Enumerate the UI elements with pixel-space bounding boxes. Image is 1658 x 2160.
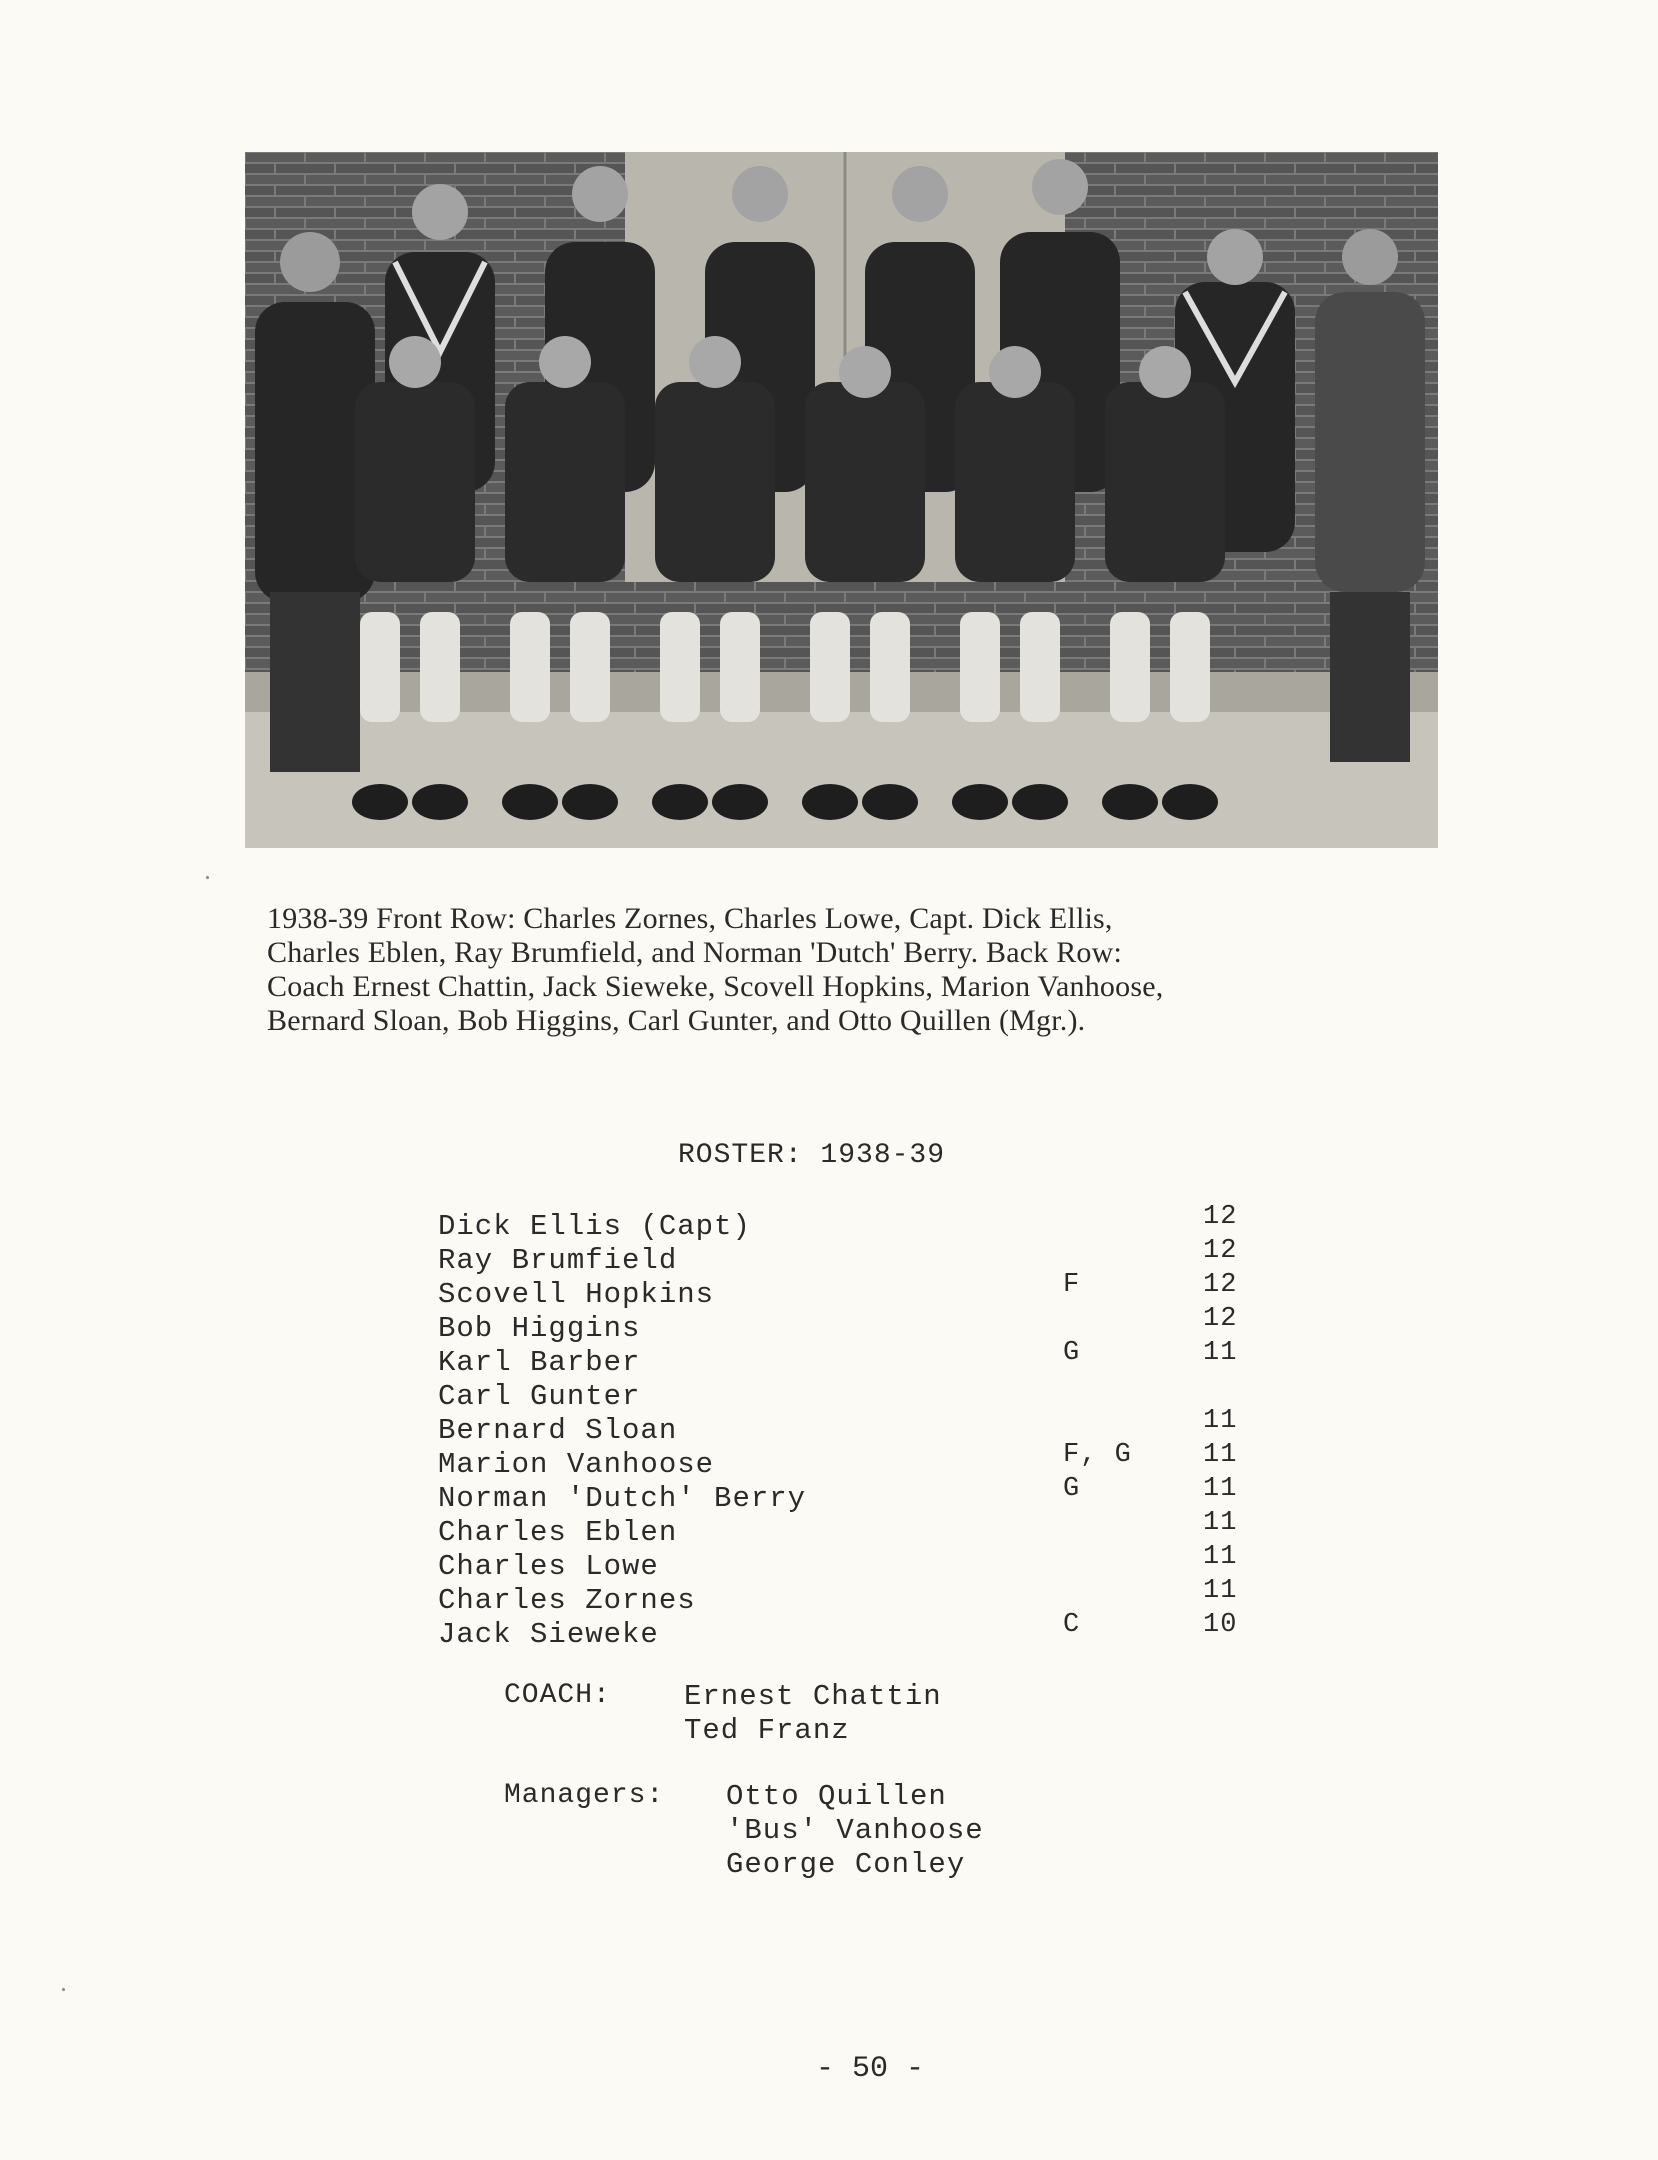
- player-grade: 11: [1203, 1474, 1238, 1504]
- manager-name: George Conley: [726, 1848, 966, 1881]
- player-name: Karl Barber: [438, 1346, 641, 1379]
- player-position: C: [1063, 1610, 1081, 1640]
- player-position: G: [1063, 1474, 1081, 1504]
- player-grade: 11: [1203, 1508, 1238, 1538]
- player-name: Norman 'Dutch' Berry: [438, 1482, 807, 1515]
- player-name: Carl Gunter: [438, 1380, 641, 1413]
- roster-row: [438, 1236, 1258, 1278]
- player-grade: 12: [1203, 1236, 1238, 1266]
- roster-row: [438, 1406, 1258, 1448]
- player-grade: 11: [1203, 1338, 1238, 1368]
- team-photo: [245, 152, 1438, 848]
- player-name: Bernard Sloan: [438, 1414, 678, 1447]
- player-grade: 12: [1203, 1202, 1238, 1232]
- player-position: G: [1063, 1338, 1081, 1368]
- coach-name: Ernest Chattin: [684, 1680, 942, 1713]
- player-position: F, G: [1063, 1440, 1132, 1470]
- player-grade: 12: [1203, 1304, 1238, 1334]
- roster-row: [438, 1508, 1258, 1550]
- roster-row: [438, 1610, 1258, 1652]
- roster-row: [438, 1304, 1258, 1346]
- roster-row: [438, 1474, 1258, 1516]
- player-name: Charles Lowe: [438, 1550, 659, 1583]
- player-name: Dick Ellis (Capt): [438, 1210, 751, 1243]
- player-position: F: [1063, 1270, 1081, 1300]
- roster-row: [438, 1338, 1258, 1380]
- player-name: Marion Vanhoose: [438, 1448, 715, 1481]
- roster-list: [438, 1202, 1258, 1652]
- manager-name: Otto Quillen: [726, 1780, 947, 1813]
- page-number: - 50 -: [815, 2052, 925, 2086]
- player-grade: 10: [1203, 1610, 1238, 1640]
- roster-row: [438, 1440, 1258, 1482]
- manager-name: 'Bus' Vanhoose: [726, 1814, 984, 1847]
- print-speck: [62, 1988, 65, 1991]
- player-name: Bob Higgins: [438, 1312, 641, 1345]
- coach-label: COACH:: [504, 1680, 611, 1711]
- roster-title: ROSTER: 1938-39: [678, 1140, 946, 1171]
- roster-row: [438, 1576, 1258, 1618]
- coach-name: Ted Franz: [684, 1714, 850, 1747]
- player-name: Charles Zornes: [438, 1584, 696, 1617]
- player-grade: 11: [1203, 1440, 1238, 1470]
- print-speck: [206, 876, 209, 879]
- roster-row: [438, 1202, 1258, 1244]
- player-name: Charles Eblen: [438, 1516, 678, 1549]
- roster-row: [438, 1542, 1258, 1584]
- player-grade: 12: [1203, 1270, 1238, 1300]
- player-name: Jack Sieweke: [438, 1618, 659, 1651]
- player-name: Ray Brumfield: [438, 1244, 678, 1277]
- player-name: Scovell Hopkins: [438, 1278, 715, 1311]
- player-grade: 11: [1203, 1576, 1238, 1606]
- photo-caption: 1938-39 Front Row: Charles Zornes, Charles Lowe, Capt. Dick Ellis, Charles Eblen, Ray Brumfield, and Norman 'Dutch' Berry. Back Row: Coach Ernest Chattin, Jack Sieweke, Scovell Hopkins, Marion Vanhoose, Bernard Sloan, Bob Higgins, Carl Gunter, and Otto Quillen (Mgr.).: [267, 902, 1164, 1037]
- roster-row: [438, 1380, 1258, 1414]
- player-grade: 11: [1203, 1542, 1238, 1572]
- player-grade: 11: [1203, 1406, 1238, 1436]
- roster-row: [438, 1270, 1258, 1312]
- managers-label: Managers:: [504, 1780, 665, 1811]
